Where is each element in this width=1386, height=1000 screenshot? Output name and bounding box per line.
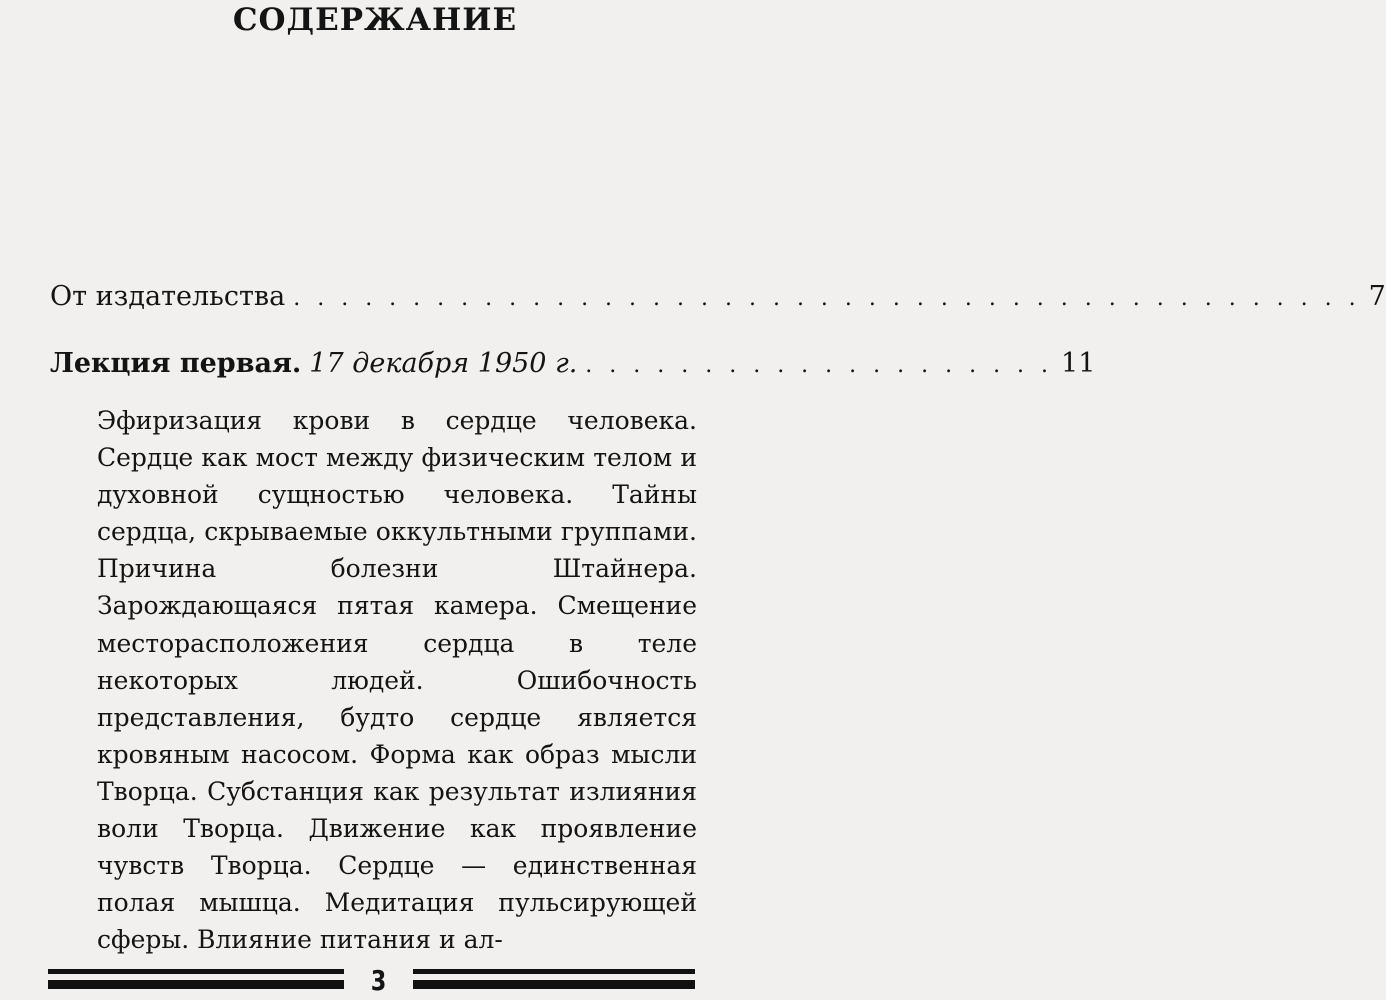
footer-rule-right bbox=[413, 969, 695, 989]
toc-entry-label: От издательства bbox=[50, 281, 286, 312]
footer-rule-left bbox=[48, 969, 344, 989]
toc-entry-description: Эфиризация крови в сердце человека. Сердце как мост между физическим телом и духовной сущностью человека. Тайны сердца, скрываемые оккультными группами. Причина болезни Штайнера. Зарождающаяся пятая камера. Смещение месторасположения сердца в теле некоторых людей. Ошибочность представления, будто сердце является кровяным насосом. Форма как образ мысли Творца. Субстанция как результат излияния воли Творца. Движение как проявление чувств Творца. Сердце — единственная полая мышца. Медитация пульсирующей сферы. Влияние питания и ал- bbox=[97, 406, 697, 955]
dot-leader: . . . . . . . . . . . . . . . . . . . . . . . . . . . . . . . . . . . . . . . . . . . . . bbox=[293, 286, 1361, 311]
page-title: СОДЕРЖАНИЕ bbox=[232, 2, 518, 38]
dot-leader: . . . . . . . . . . . . . . . . . . . . bbox=[585, 353, 1054, 378]
toc-entry-label: Лекция первая. bbox=[50, 348, 302, 379]
page-footer bbox=[0, 966, 750, 996]
toc-entry-publisher bbox=[50, 281, 1386, 321]
page-number: 3 bbox=[370, 964, 387, 997]
toc-entry-page: 7 bbox=[1368, 281, 1386, 312]
toc-entry-page: 11 bbox=[1061, 348, 1096, 379]
toc-entry-lecture-1 bbox=[50, 348, 1096, 388]
toc-entry-date: 17 декабря 1950 г. bbox=[309, 348, 578, 379]
